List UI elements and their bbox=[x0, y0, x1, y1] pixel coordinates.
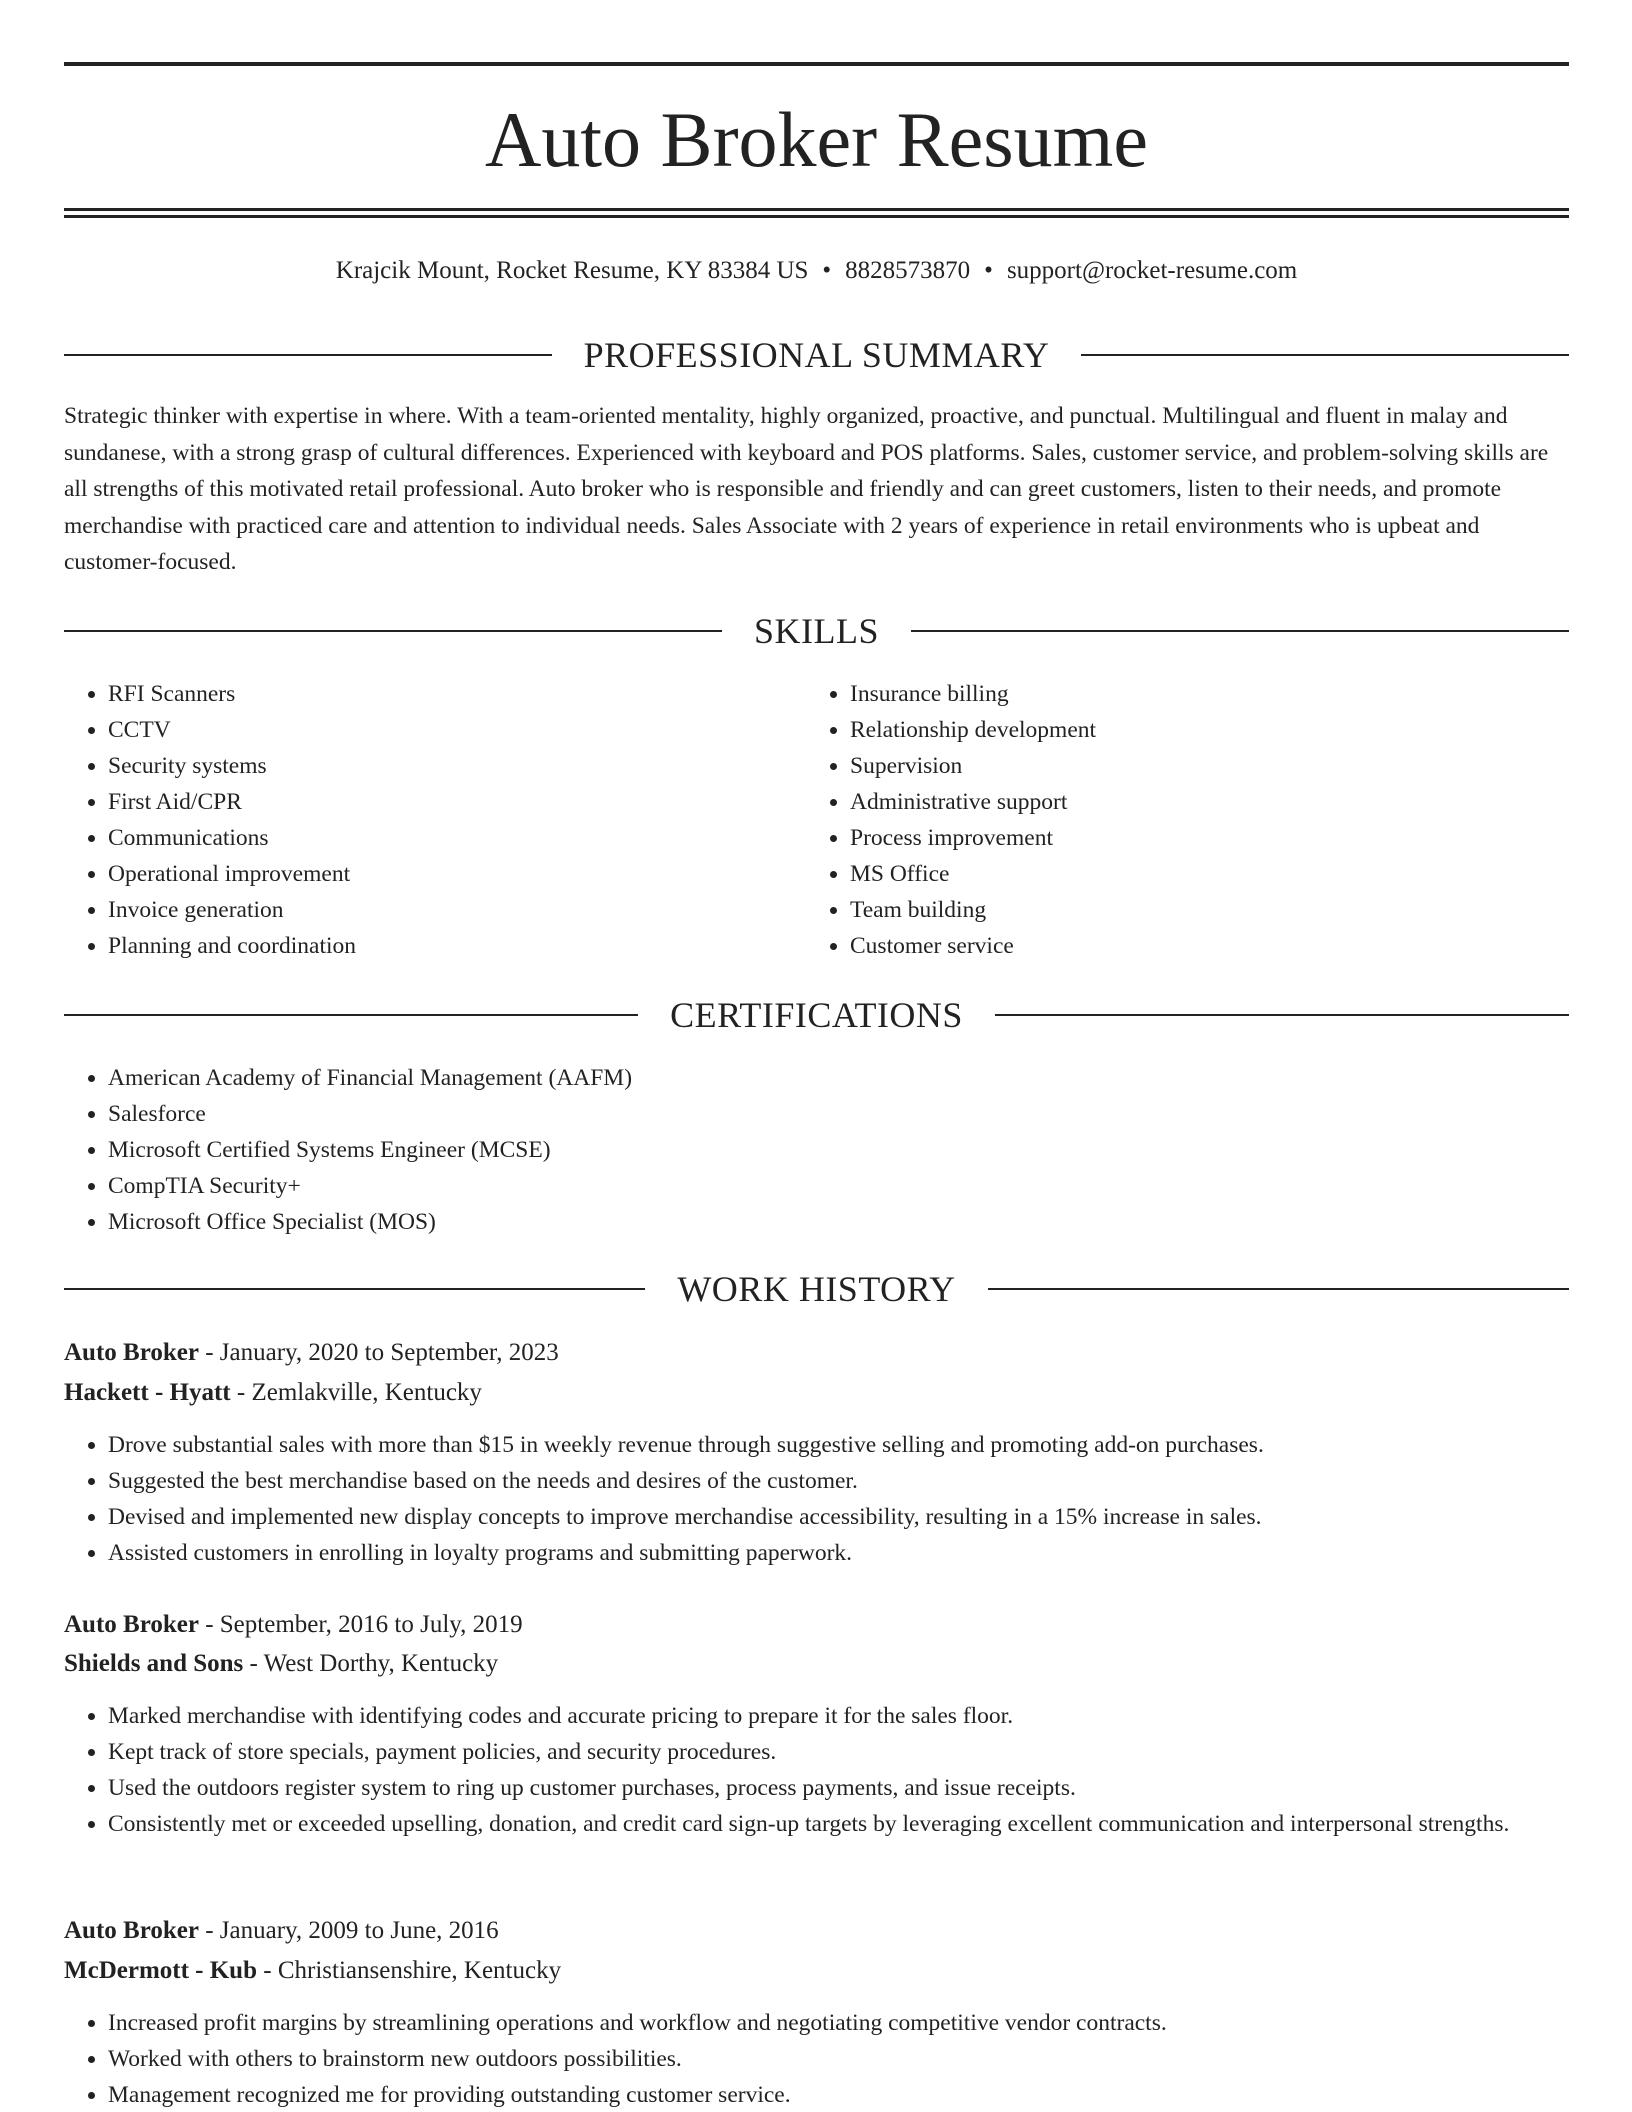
skill-item: • Administrative support bbox=[850, 784, 1550, 820]
job-title: Auto Broker bbox=[64, 1611, 199, 1638]
job-bullets bbox=[64, 1427, 1568, 1571]
skill-item: • Security systems bbox=[108, 748, 788, 784]
section-title-certifications: CERTIFICATIONS bbox=[670, 995, 963, 1035]
skill-item: • MS Office bbox=[850, 856, 1550, 892]
job-company-line bbox=[64, 1376, 1569, 1410]
job-bullet: • Worked with others to brainstorm new outdoors possibilities. bbox=[108, 2041, 1568, 2077]
section-rule-right bbox=[1081, 354, 1569, 356]
job-company: Hackett - Hyatt bbox=[64, 1379, 231, 1406]
page-title: Auto Broker Resume bbox=[485, 96, 1148, 183]
section-header-skills bbox=[64, 609, 1569, 653]
top-rule bbox=[64, 62, 1569, 66]
contact-address: Krajcik Mount, Rocket Resume, KY 83384 US bbox=[335, 257, 809, 284]
skills-list-right bbox=[806, 676, 1550, 964]
job-bullet: • Marked merchandise with identifying codes and accurate pricing to prepare it for the sales floor. bbox=[108, 1698, 1568, 1734]
job-bullets bbox=[64, 2005, 1568, 2112]
job-title-line bbox=[64, 1336, 1569, 1370]
section-rule-left bbox=[64, 1014, 638, 1016]
job-bullet: • Used the outdoors register system to ring up customer purchases, process payments, and issue receipts. bbox=[108, 1770, 1568, 1806]
job-bullet: • Consistently met or exceeded upselling, donation, and credit card sign-up targets by leveraging excellent communication and interpersonal strengths. bbox=[108, 1806, 1568, 1842]
skill-item: • Communications bbox=[108, 820, 788, 856]
skill-item: • Process improvement bbox=[850, 820, 1550, 856]
job-title-line bbox=[64, 1914, 1569, 1948]
job-location: - Christiansenshire, Kentucky bbox=[257, 1957, 562, 1984]
contact-separator: • bbox=[984, 257, 993, 284]
skill-item: • First Aid/CPR bbox=[108, 784, 788, 820]
job-title: Auto Broker bbox=[64, 1339, 199, 1366]
section-rule-left bbox=[64, 1288, 645, 1290]
skill-item: • Operational improvement bbox=[108, 856, 788, 892]
job-bullet: • Kept track of store specials, payment policies, and security procedures. bbox=[108, 1734, 1568, 1770]
contact-separator: • bbox=[822, 257, 832, 284]
job-bullet: • Assisted customers in enrolling in loyalty programs and submitting paperwork. bbox=[108, 1535, 1568, 1571]
job-bullet: • Management recognized me for providing outstanding customer service. bbox=[108, 2077, 1568, 2112]
job-bullets bbox=[64, 1698, 1568, 1842]
certifications-list bbox=[64, 1060, 1508, 1240]
title-rule-lower bbox=[64, 215, 1569, 218]
job-company-line bbox=[64, 1954, 1569, 1988]
skill-item: • Relationship development bbox=[850, 712, 1550, 748]
section-title-summary: PROFESSIONAL SUMMARY bbox=[583, 335, 1050, 375]
job-dates: - September, 2016 to July, 2019 bbox=[198, 1611, 523, 1638]
skill-item: • Insurance billing bbox=[850, 676, 1550, 712]
job-bullet: • Devised and implemented new display concepts to improve merchandise accessibility, resulting in a 15% increase in sales. bbox=[108, 1499, 1568, 1535]
job-company: Shields and Sons bbox=[64, 1650, 244, 1677]
section-rule-left bbox=[64, 630, 722, 632]
skill-item: • Planning and coordination bbox=[108, 928, 788, 964]
job-title: Auto Broker bbox=[64, 1917, 199, 1944]
skill-item: • Invoice generation bbox=[108, 892, 788, 928]
section-header-summary bbox=[64, 333, 1569, 377]
section-header-work-history bbox=[64, 1267, 1569, 1311]
certification-item: • CompTIA Security+ bbox=[108, 1168, 1508, 1204]
skill-item: • Supervision bbox=[850, 748, 1550, 784]
section-title-work-history: WORK HISTORY bbox=[677, 1269, 956, 1309]
job-dates: - January, 2009 to June, 2016 bbox=[198, 1917, 499, 1944]
job-bullet: • Increased profit margins by streamlining operations and workflow and negotiating competitive vendor contracts. bbox=[108, 2005, 1568, 2041]
certification-item: • Microsoft Office Specialist (MOS) bbox=[108, 1204, 1508, 1240]
job-company-line bbox=[64, 1647, 1569, 1681]
job-company: McDermott - Kub bbox=[64, 1957, 257, 1984]
section-rule-right bbox=[995, 1014, 1569, 1016]
skill-item: • RFI Scanners bbox=[108, 676, 788, 712]
section-rule-left bbox=[64, 354, 552, 356]
skills-list-left bbox=[64, 676, 788, 964]
job-dates: - January, 2020 to September, 2023 bbox=[198, 1339, 559, 1366]
job-title-line bbox=[64, 1608, 1569, 1642]
skill-item: • CCTV bbox=[108, 712, 788, 748]
job-location: - West Dorthy, Kentucky bbox=[243, 1650, 499, 1677]
skill-item: • Team building bbox=[850, 892, 1550, 928]
job-location: - Zemlakville, Kentucky bbox=[230, 1379, 482, 1406]
certification-item: • American Academy of Financial Management (AAFM) bbox=[108, 1060, 1508, 1096]
job-bullet: • Suggested the best merchandise based on the needs and desires of the customer. bbox=[108, 1463, 1568, 1499]
certification-item: • Salesforce bbox=[108, 1096, 1508, 1132]
section-rule-right bbox=[911, 630, 1569, 632]
job-bullet: • Drove substantial sales with more than $15 in weekly revenue through suggestive selling and promoting add-on purchases. bbox=[108, 1427, 1568, 1463]
summary-text: Strategic thinker with expertise in where. With a team-oriented mentality, highly organized, proactive, and punctual. Multilingual and fluent in malay and sundanese, with a strong grasp of cultural differences. Experienced with keyboard and POS platforms. Sales, customer service, and problem-solving skills are all strengths of this motivated retail professional. Auto broker who is responsible and friendly and can greet customers, listen to their needs, and promote merchandise with practiced care and attention to individual needs. Sales Associate with 2 years of experience in retail environments who is upbeat and customer-focused. bbox=[64, 403, 1549, 575]
title-rule-upper bbox=[64, 208, 1569, 211]
contact-phone: 8828573870 bbox=[845, 257, 971, 284]
certification-item: • Microsoft Certified Systems Engineer (MCSE) bbox=[108, 1132, 1508, 1168]
contact-email: support@rocket-resume.com bbox=[1006, 257, 1298, 284]
section-title-skills: SKILLS bbox=[754, 611, 880, 651]
skill-item: • Customer service bbox=[850, 928, 1550, 964]
contact-line bbox=[64, 254, 1569, 288]
section-rule-right bbox=[988, 1288, 1569, 1290]
section-header-certifications bbox=[64, 993, 1569, 1037]
